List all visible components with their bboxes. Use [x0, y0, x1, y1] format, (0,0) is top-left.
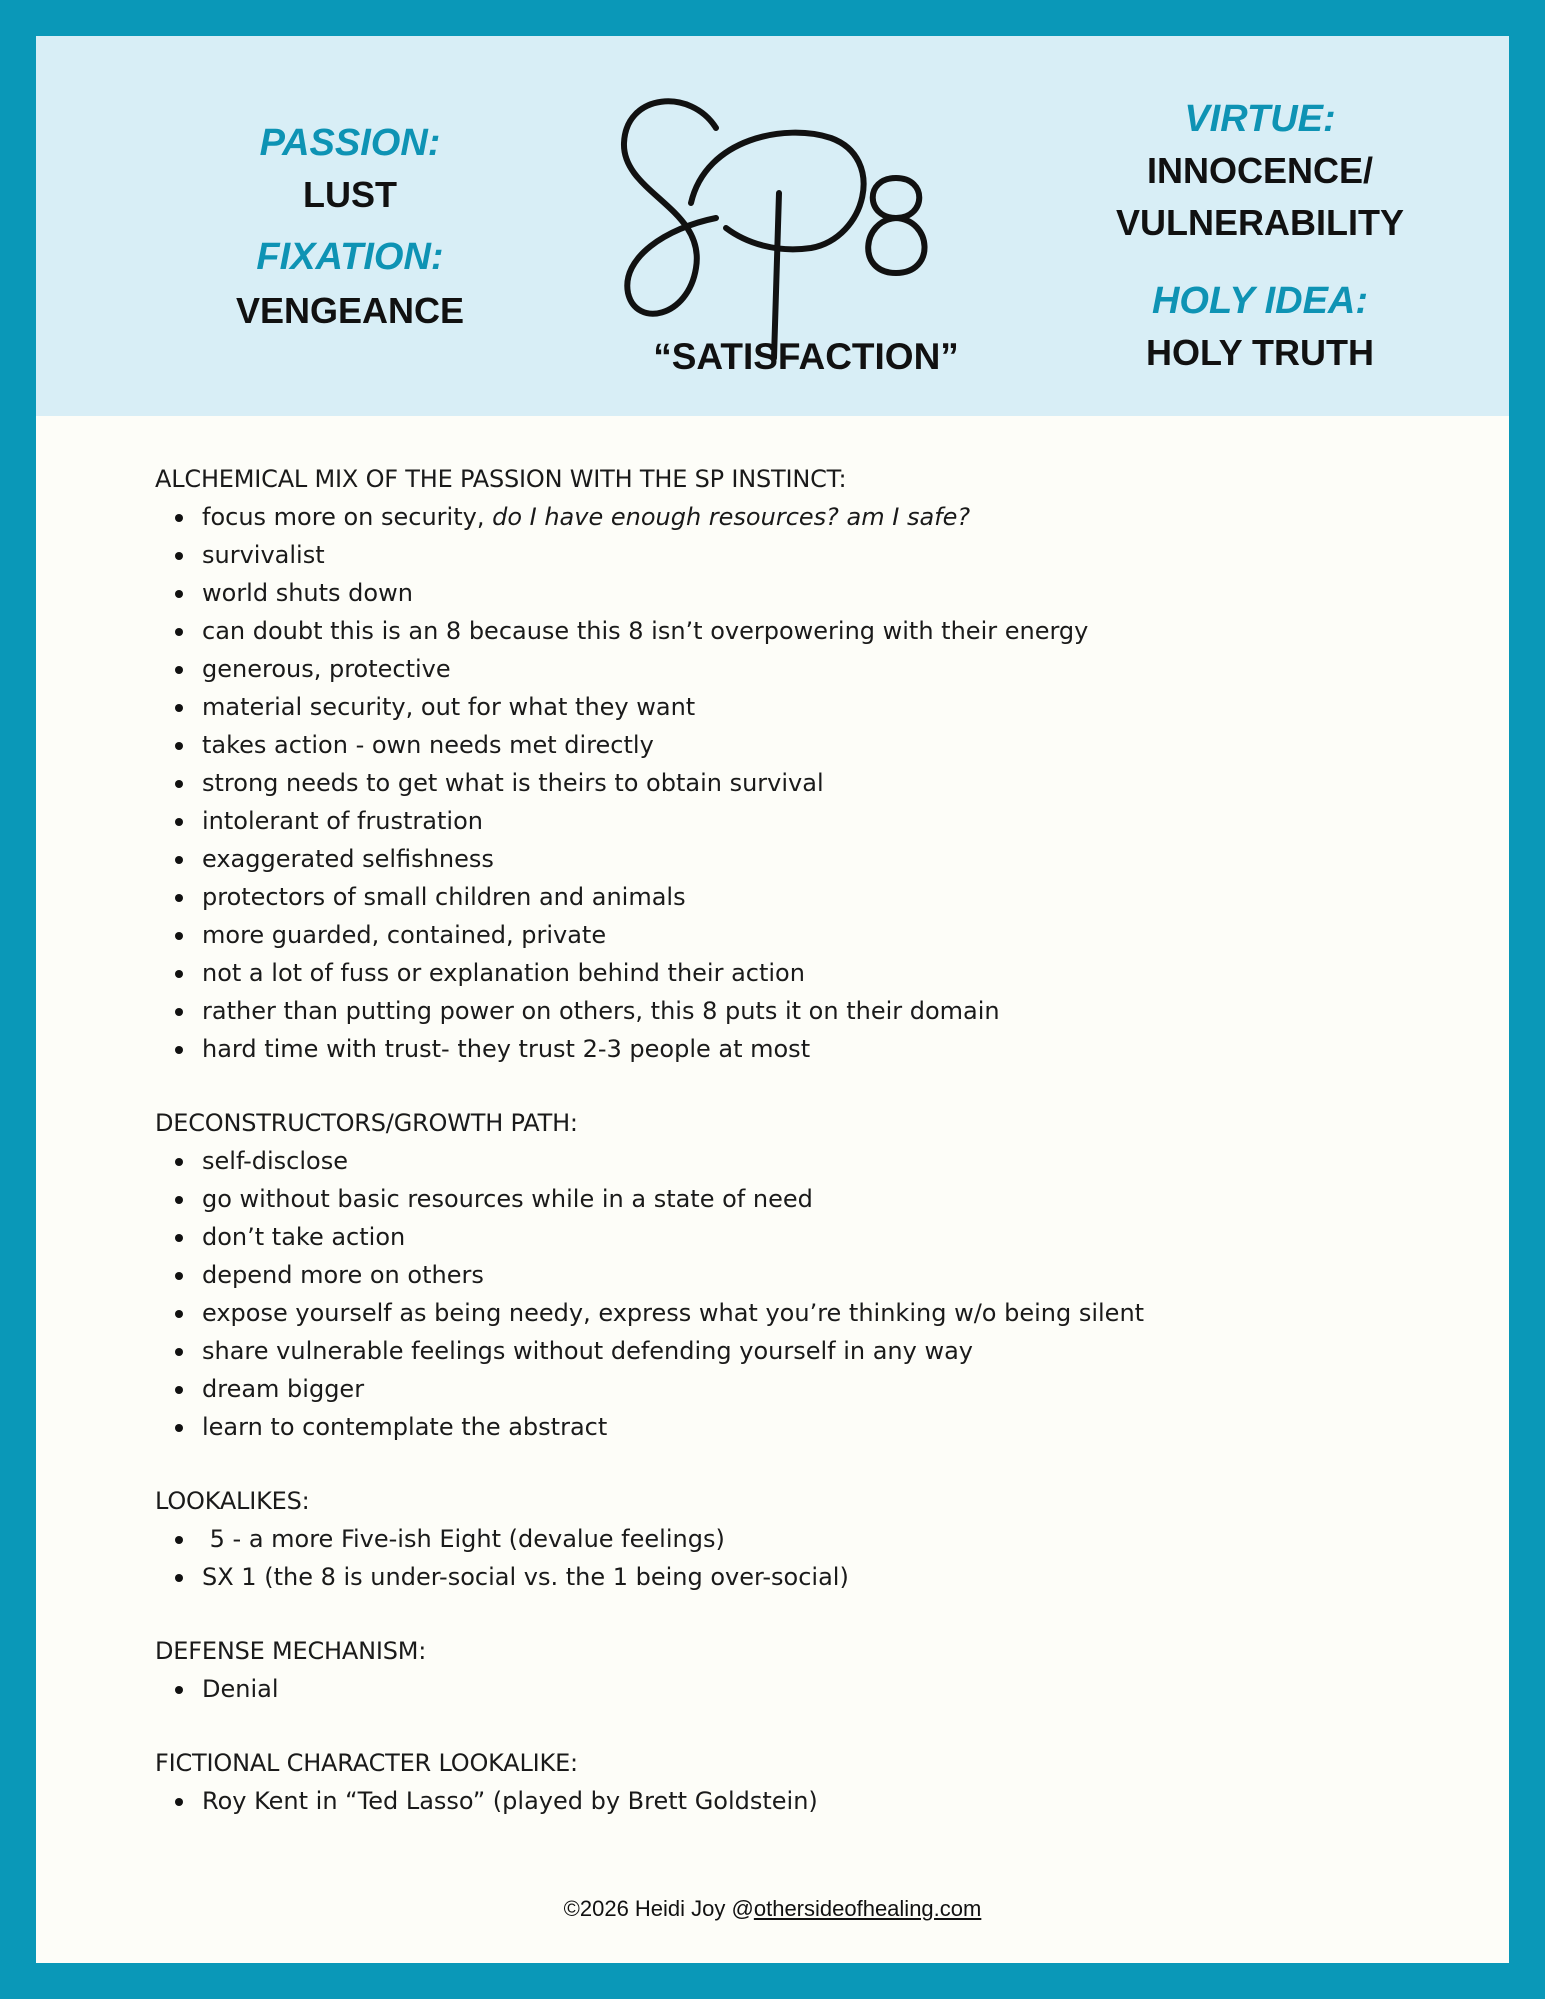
lookalikes-title: LOOKALIKES:	[155, 1487, 310, 1515]
virtue-label: VIRTUE:	[1184, 98, 1336, 140]
holy-idea-label: HOLY IDEA:	[1151, 280, 1369, 322]
virtue-value-line1: INNOCENCE/	[1146, 150, 1374, 191]
section-gap	[155, 1708, 1455, 1744]
list-item: more guarded, contained, private	[155, 916, 1455, 954]
list-item: not a lot of fuss or explanation behind their action	[155, 954, 1455, 992]
subtitle: “SATISFACTION”	[653, 336, 959, 377]
list-item: depend more on others	[155, 1256, 1455, 1294]
fixation-value: VENGEANCE	[235, 290, 465, 331]
list-item: SX 1 (the 8 is under-social vs. the 1 being over-social)	[155, 1558, 1455, 1596]
holy-idea-value: HOLY TRUTH	[1145, 332, 1375, 373]
passion-value: LUST	[303, 174, 397, 215]
page	[36, 36, 1509, 1963]
list-item: expose yourself as being needy, express what you’re thinking w/o being silent	[155, 1294, 1455, 1332]
list-item: rather than putting power on others, this 8 puts it on their domain	[155, 992, 1455, 1030]
list-item: exaggerated selfishness	[155, 840, 1455, 878]
section-gap	[155, 1068, 1455, 1104]
list-item: material security, out for what they want	[155, 688, 1455, 726]
list-item: self-disclose	[155, 1142, 1455, 1180]
list-item: go without basic resources while in a state of need	[155, 1180, 1455, 1218]
content	[155, 460, 1455, 1820]
list-item: Denial	[155, 1670, 1455, 1708]
fictional-list	[155, 1782, 1455, 1820]
alchemical-list	[155, 498, 1455, 1068]
list-item: share vulnerable feelings without defending yourself in any way	[155, 1332, 1455, 1370]
passion-label: PASSION:	[259, 122, 441, 164]
list-item: Roy Kent in “Ted Lasso” (played by Brett Goldstein)	[155, 1782, 1455, 1820]
footer	[36, 1896, 1509, 1922]
sp8-monogram	[596, 68, 986, 368]
list-item: generous, protective	[155, 650, 1455, 688]
list-item: dream bigger	[155, 1370, 1455, 1408]
list-item: strong needs to get what is theirs to obtain survival	[155, 764, 1455, 802]
list-item: protectors of small children and animals	[155, 878, 1455, 916]
list-item: hard time with trust- they trust 2-3 people at most	[155, 1030, 1455, 1068]
growth-title: DECONSTRUCTORS/GROWTH PATH:	[155, 1109, 578, 1137]
list-item: 5 - a more Five-ish Eight (devalue feelings)	[155, 1520, 1455, 1558]
fixation-label: FIXATION:	[256, 236, 444, 278]
section-gap	[155, 1596, 1455, 1632]
list-item: takes action - own needs met directly	[155, 726, 1455, 764]
fictional-title: FICTIONAL CHARACTER LOOKALIKE:	[155, 1749, 578, 1777]
footer-website-link[interactable]: othersideofhealing.com	[753, 1896, 982, 1921]
list-item: intolerant of frustration	[155, 802, 1455, 840]
list-item: don’t take action	[155, 1218, 1455, 1256]
list-item	[155, 498, 1455, 536]
list-item-italic: do I have enough resources? am I safe?	[492, 503, 971, 531]
section-gap	[155, 1446, 1455, 1482]
list-item: survivalist	[155, 536, 1455, 574]
list-item: world shuts down	[155, 574, 1455, 612]
list-item: learn to contemplate the abstract	[155, 1408, 1455, 1446]
header-band	[36, 36, 1509, 416]
alchemical-title: ALCHEMICAL MIX OF THE PASSION WITH THE SP INSTINCT:	[155, 465, 847, 493]
list-item-text: focus more on security,	[202, 503, 493, 531]
list-item: can doubt this is an 8 because this 8 isn’t overpowering with their energy	[155, 612, 1455, 650]
defense-list	[155, 1670, 1455, 1708]
footer-copyright: ©2026 Heidi Joy @	[563, 1896, 754, 1921]
virtue-value-line2: VULNERABILITY	[1116, 202, 1404, 243]
lookalikes-list	[155, 1520, 1455, 1596]
defense-title: DEFENSE MECHANISM:	[155, 1637, 427, 1665]
growth-list	[155, 1142, 1455, 1446]
